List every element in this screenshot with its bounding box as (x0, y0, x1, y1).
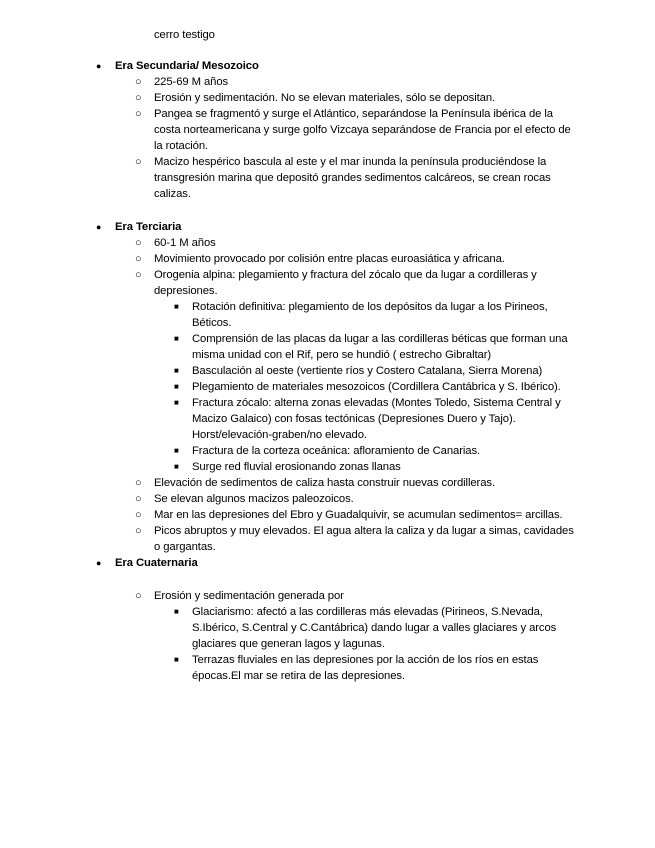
bullet-filled-square: ■ (174, 382, 179, 391)
text-line: Erosión y sedimentación. No se elevan materiales, sólo se depositan. (154, 92, 496, 104)
text-line: cerro testigo (154, 29, 215, 41)
bullet-filled-square: ■ (174, 302, 179, 311)
bullet-filled-square: ■ (174, 607, 179, 616)
text-line: calizas. (154, 188, 191, 200)
text-line: S.Ibérico, S.Central y C.Cantábrica) dando lugar a valles glaciares y arcos (192, 622, 557, 634)
text-line: épocas.El mar se retira de las depresiones. (192, 670, 405, 682)
bullet-filled-square: ■ (174, 446, 179, 455)
section-heading-secundaria: Era Secundaria/ Mesozoico (115, 60, 259, 72)
text-line: la rotación. (154, 140, 209, 152)
bullet-hollow-circle: ○ (135, 525, 142, 537)
text-line: Macizo hespérico bascula al este y el mar inunda la península produciéndose la (154, 156, 547, 168)
bullet-filled-square: ■ (174, 398, 179, 407)
text-line: Terrazas fluviales en las depresiones por la acción de los ríos en estas (192, 654, 539, 666)
bullet-hollow-circle: ○ (135, 590, 142, 602)
text-line: Fractura de la corteza oceánica: afloramiento de Canarias. (192, 445, 481, 457)
bullet-hollow-circle: ○ (135, 156, 142, 168)
section-heading-cuaternaria: Era Cuaternaria (115, 557, 198, 569)
bullet-hollow-circle: ○ (135, 253, 142, 265)
text-line: Orogenia alpina: plegamiento y fractura del zócalo que da lugar a cordilleras y (154, 269, 537, 281)
text-line: Surge red fluvial erosionando zonas llanas (192, 461, 401, 473)
bullet-filled-circle: ● (96, 61, 102, 71)
bullet-filled-circle: ● (96, 222, 102, 232)
text-line: Erosión y sedimentación generada por (154, 590, 344, 602)
text-line: glaciares que generan lagos y lagunas. (192, 638, 385, 650)
text-line: Pangea se fragmentó y surge el Atlántico, separándose la Península ibérica de la (154, 108, 553, 120)
text-line: Fractura zócalo: alterna zonas elevadas (Montes Toledo, Sistema Central y (192, 397, 561, 409)
text-line: Glaciarismo: afectó a las cordilleras más elevadas (Pirineos, S.Nevada, (192, 606, 543, 618)
text-line: depresiones. (154, 285, 218, 297)
text-line: Rotación definitiva: plegamiento de los depósitos da lugar a los Pirineos, (192, 301, 548, 313)
text-line: Plegamiento de materiales mesozoicos (Cordillera Cantábrica y S. Ibérico). (192, 381, 561, 393)
bullet-hollow-circle: ○ (135, 237, 142, 249)
text-line: 225-69 M años (154, 76, 229, 88)
bullet-hollow-circle: ○ (135, 108, 142, 120)
bullet-hollow-circle: ○ (135, 76, 142, 88)
bullet-filled-square: ■ (174, 334, 179, 343)
text-line: costa norteamericana y surge golfo Vizcaya separándose de Francia por el efecto de (154, 124, 571, 136)
bullet-hollow-circle: ○ (135, 92, 142, 104)
bullet-filled-circle: ● (96, 558, 102, 568)
text-line: Horst/elevación-graben/no elevado. (192, 429, 367, 441)
bullet-filled-square: ■ (174, 366, 179, 375)
text-line: Se elevan algunos macizos paleozoicos. (154, 493, 354, 505)
bullet-hollow-circle: ○ (135, 477, 142, 489)
text-line: transgresión marina que depositó grandes sedimentos calcáreos, se crean rocas (154, 172, 551, 184)
text-line: Macizo Galaico) con fosas tectónicas (Depresiones Duero y Tajo). (192, 413, 516, 425)
text-line: Comprensión de las placas da lugar a las cordilleras béticas que forman una (192, 333, 568, 345)
bullet-hollow-circle: ○ (135, 509, 142, 521)
text-line: 60-1 M años (154, 237, 216, 249)
bullet-hollow-circle: ○ (135, 493, 142, 505)
text-line: Movimiento provocado por colisión entre placas euroasiática y africana. (154, 253, 505, 265)
text-line: Picos abruptos y muy elevados. El agua altera la caliza y da lugar a simas, cavidades (154, 525, 574, 537)
bullet-filled-square: ■ (174, 462, 179, 471)
bullet-filled-square: ■ (174, 655, 179, 664)
text-line: misma unidad con el Rif, pero se hundió ( estrecho Gibraltar) (192, 349, 492, 361)
text-line: Basculación al oeste (vertiente ríos y Costero Catalana, Sierra Morena) (192, 365, 543, 377)
text-line: o gargantas. (154, 541, 216, 553)
section-heading-terciaria: Era Terciaria (115, 221, 182, 233)
text-line: Mar en las depresiones del Ebro y Guadalquivir, se acumulan sedimentos= arcillas. (154, 509, 563, 521)
text-line: Béticos. (192, 317, 232, 329)
bullet-hollow-circle: ○ (135, 269, 142, 281)
text-line: Elevación de sedimentos de caliza hasta construir nuevas cordilleras. (154, 477, 495, 489)
